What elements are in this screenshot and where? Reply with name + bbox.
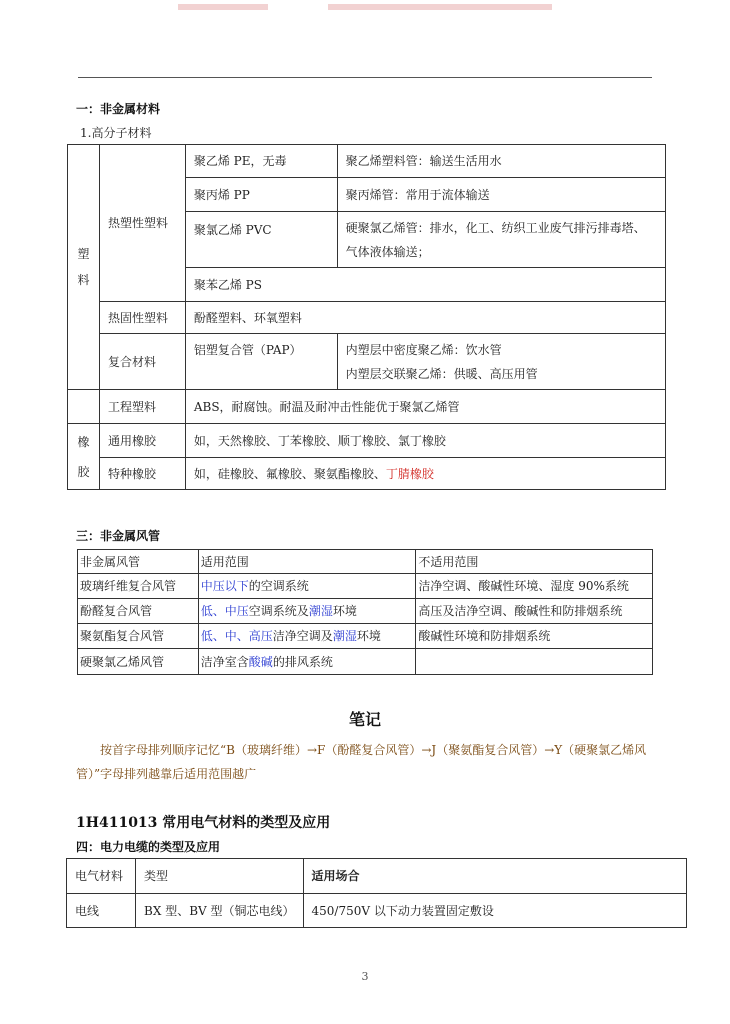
engineering-label: 工程塑料 (99, 390, 185, 424)
t2-r1-apply (198, 574, 416, 599)
section1-title: 一：非金属材料 (76, 102, 161, 116)
t2-r1-apply-rest: 的空调系统 (248, 579, 309, 593)
pe-use: 聚乙烯塑料管：输送生活用水 (337, 145, 665, 178)
t2-r3-name: 聚氨酯复合风管 (78, 624, 199, 649)
nonmetal-duct-table (77, 549, 653, 675)
pe-name: 聚乙烯 PE，无毒 (185, 145, 337, 178)
special-rubber-text: 如，硅橡胶、氟橡胶、聚氨酯橡胶、 (193, 466, 386, 481)
t3-r1-usage: 450/750V 以下动力装置固定敷设 (303, 894, 687, 928)
pp-name: 聚丙烯 PP (185, 178, 337, 212)
header-strip-right (328, 4, 552, 10)
ps-name: 聚苯乙烯 PS (185, 268, 665, 302)
thermoset-desc: 酚醛塑料、环氧塑料 (185, 302, 665, 334)
t2-r4-apply-start: 洁净室含 (200, 654, 249, 669)
t2-r3-not: 酸碱性环境和防排烟系统 (416, 624, 653, 649)
pap-use-line2: 内塑层交联聚乙烯：供暖、高压用管 (345, 366, 538, 381)
t2-r2-apply-hl1: 低、中压 (200, 604, 249, 618)
pvc-name: 聚氯乙烯 PVC (185, 212, 337, 268)
t2-r1-apply-hl: 中压以下 (200, 579, 249, 593)
t2-r2-apply-end: 环境 (332, 604, 357, 618)
section1-subtitle: 1.高分子材料 (80, 126, 152, 140)
t2-r1-name: 玻璃纤维复合风管 (78, 574, 199, 599)
thermoplastic-label: 热塑性塑料 (99, 145, 185, 302)
t2-r4-apply-end: 的排风系统 (272, 654, 333, 669)
t2-r2-name: 酚醛复合风管 (78, 599, 199, 624)
composite-label: 复合材料 (99, 334, 185, 390)
t3-header-material: 电气材料 (67, 859, 136, 894)
t3-header-type: 类型 (136, 859, 303, 894)
t2-r3-apply-hl1: 低、中、高压 (200, 629, 273, 643)
t2-r2-apply-hl2: 潮湿 (308, 604, 333, 618)
t2-header-apply: 适用范围 (198, 550, 416, 574)
t2-r4-name: 硬聚氯乙烯风管 (78, 649, 199, 675)
t3-r1-material: 电线 (67, 894, 136, 928)
header-strip-left (178, 4, 268, 10)
t3-header-usage: 适用场合 (303, 859, 687, 894)
t2-r3-apply-mid: 洁净空调及 (272, 629, 333, 643)
polymer-materials-table (67, 144, 666, 490)
t2-r2-not: 高压及洁净空调、酸碱性和防排烟系统 (416, 599, 653, 624)
plastics-label-spacer (68, 390, 100, 424)
pp-use: 聚丙烯管：常用于流体输送 (337, 178, 665, 212)
thermoset-label: 热固性塑料 (99, 302, 185, 334)
section4-title: 四：电力电缆的类型及应用 (76, 840, 221, 854)
t2-header-duct: 非金属风管 (78, 550, 199, 574)
pvc-use: 硬聚氯乙烯管：排水，化工、纺织工业废气排污排毒塔、气体液体输送； (337, 212, 665, 268)
notes-text: 按首字母排列顺序记忆“B（玻璃纤维）→F（酚醛复合风管）→J（聚氨酯复合风管）→Y（硬聚氯乙烯风管）”字母排列越靠后适用范围越广 (76, 743, 647, 781)
t2-r2-apply (198, 599, 416, 624)
special-rubber-desc (185, 458, 665, 490)
power-cable-table (66, 858, 687, 928)
t2-r2-apply-mid: 空调系统及 (248, 604, 309, 618)
notes-title: 笔记 (348, 710, 381, 729)
t2-r3-apply-hl2: 潮湿 (332, 629, 357, 643)
t2-r4-apply (198, 649, 416, 675)
t3-r1-type: BX 型、BV 型（铜芯电线） (136, 894, 303, 928)
special-rubber-label: 特种橡胶 (99, 458, 185, 490)
section3-title: 三：非金属风管 (76, 529, 161, 543)
pap-use-line1: 内塑层中密度聚乙烯：饮水管 (345, 342, 502, 357)
pap-use (337, 334, 665, 390)
engineering-desc: ABS，耐腐蚀。耐温及耐冲击性能优于聚氯乙烯管 (185, 390, 665, 424)
page-number: 3 (361, 970, 369, 983)
rubber-label: 橡胶 (68, 424, 100, 490)
plastics-label: 塑料 (68, 145, 100, 390)
general-rubber-desc: 如，天然橡胶、丁苯橡胶、顺丁橡胶、氯丁橡胶 (185, 424, 665, 458)
general-rubber-label: 通用橡胶 (99, 424, 185, 458)
t2-header-notapply: 不适用范围 (416, 550, 653, 574)
pap-name: 铝塑复合管（PAP） (185, 334, 337, 390)
t2-r1-not: 洁净空调、酸碱性环境、湿度 90%系统 (416, 574, 653, 599)
header-rule (78, 77, 652, 78)
section-h-title: 1H411013 常用电气材料的类型及应用 (76, 815, 331, 831)
special-rubber-highlight: 丁腈橡胶 (385, 466, 434, 481)
t2-r4-not (416, 649, 653, 675)
t2-r4-apply-hl: 酸碱 (248, 654, 273, 669)
t2-r3-apply (198, 624, 416, 649)
t2-r3-apply-end: 环境 (356, 629, 381, 643)
